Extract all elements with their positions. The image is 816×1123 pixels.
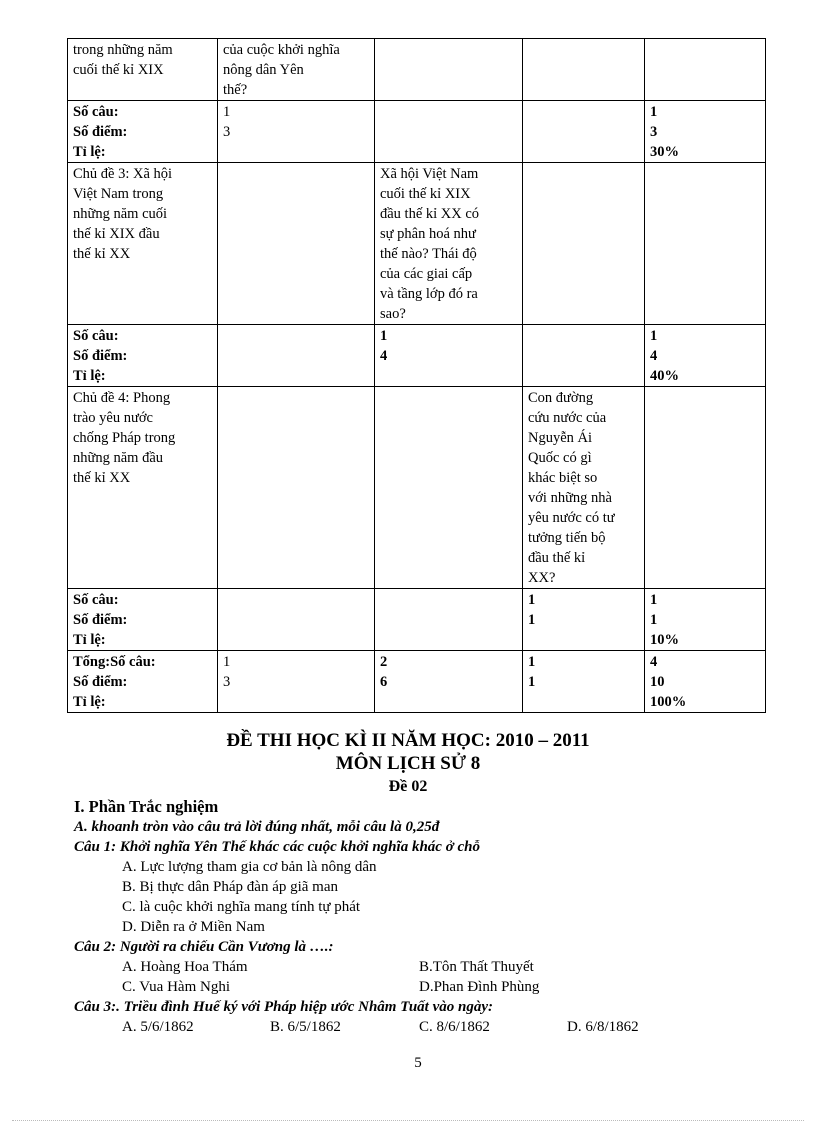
cell-line: Tổng:Số câu:	[73, 654, 156, 670]
table-cell	[68, 651, 218, 713]
cell-line: XX?	[528, 570, 556, 586]
table-cell	[375, 651, 523, 713]
cell-line: sao?	[380, 306, 406, 322]
question-1: Câu 1: Khởi nghĩa Yên Thế khác các cuộc khởi nghĩa khác ở chỗ	[74, 839, 480, 855]
table-cell	[645, 163, 766, 325]
cell-line: 1	[528, 654, 536, 670]
table-cell	[218, 651, 375, 713]
q2-option-d: D.Phan Đình Phùng	[419, 979, 540, 995]
exam-title: ĐỀ THI HỌC KÌ II NĂM HỌC: 2010 – 2011	[226, 730, 590, 751]
table-cell	[645, 39, 766, 101]
cell-line: yêu nước có tư	[528, 510, 615, 526]
cell-line: 1	[380, 328, 388, 344]
page-bottom-divider	[12, 1120, 804, 1121]
cell-line: 4	[380, 348, 388, 364]
table-cell	[645, 589, 766, 651]
cell-line: cuối thế kỉ XIX	[73, 62, 164, 78]
table-cell	[218, 325, 375, 387]
cell-line: Tỉ lệ:	[73, 632, 106, 648]
cell-line: Số câu:	[73, 328, 119, 344]
q3-option-c: C. 8/6/1862	[419, 1019, 490, 1035]
q3-option-d: D. 6/8/1862	[567, 1019, 639, 1035]
cell-line: Số điểm:	[73, 124, 128, 140]
table-cell	[218, 101, 375, 163]
q1-option-a: A. Lực lượng tham gia cơ bản là nông dân	[122, 859, 377, 875]
cell-line: thế?	[223, 82, 248, 98]
stats-row	[68, 651, 766, 713]
q2-option-a: A. Hoàng Hoa Thám	[122, 959, 248, 975]
q2-option-b: B.Tôn Thất Thuyết	[419, 959, 534, 975]
stats-row	[68, 589, 766, 651]
table-cell	[218, 39, 375, 101]
q1-option-c: C. là cuộc khởi nghĩa mang tính tự phát	[122, 899, 361, 915]
cell-line: những năm cuối	[73, 206, 168, 222]
table-cell	[375, 387, 523, 589]
cell-line: 2	[380, 654, 388, 670]
cell-line: trong những năm	[73, 42, 173, 58]
table-cell	[375, 39, 523, 101]
cell-line: 6	[380, 674, 388, 690]
cell-line: Số điểm:	[73, 348, 128, 364]
cell-line: 100%	[650, 694, 687, 710]
cell-line: Nguyễn Ái	[528, 430, 593, 446]
cell-line: Tỉ lệ:	[73, 694, 106, 710]
cell-line: khác biệt so	[528, 470, 598, 486]
cell-line: 4	[650, 654, 658, 670]
cell-line: cứu nước của	[528, 410, 607, 426]
cell-line: Tỉ lệ:	[73, 368, 106, 384]
cell-line: và tầng lớp đó ra	[380, 286, 478, 302]
table-cell	[68, 589, 218, 651]
cell-line: nông dân Yên	[223, 62, 304, 78]
q3-option-a: A. 5/6/1862	[122, 1019, 194, 1035]
table-cell	[645, 101, 766, 163]
cell-line: Con đường	[528, 390, 594, 406]
cell-line: Số điểm:	[73, 674, 128, 690]
cell-line: Số câu:	[73, 104, 119, 120]
exam-subject: MÔN LỊCH SỬ 8	[335, 753, 481, 774]
q1-option-b: B. Bị thực dân Pháp đàn áp giã man	[122, 879, 339, 895]
cell-line: 10%	[650, 632, 679, 648]
topic-row	[68, 163, 766, 325]
cell-line: 1	[650, 612, 658, 628]
cell-line: tưởng tiến bộ	[528, 530, 606, 546]
cell-line: 3	[223, 124, 231, 140]
cell-line: 1	[650, 328, 658, 344]
cell-line: 40%	[650, 368, 679, 384]
cell-line: 1	[528, 592, 536, 608]
question-3: Câu 3:. Triều đình Huế ký với Pháp hiệp ước Nhâm Tuất vào ngày:	[74, 999, 493, 1015]
page-number: 5	[414, 1055, 422, 1071]
table-cell	[523, 589, 645, 651]
cell-line: Tỉ lệ:	[73, 144, 106, 160]
cell-line: chống Pháp trong	[73, 430, 176, 446]
cell-line: của các giai cấp	[380, 266, 473, 282]
table-cell	[523, 325, 645, 387]
cell-line: thế kỉ XIX đầu	[73, 226, 160, 242]
cell-line: những năm đầu	[73, 450, 164, 466]
cell-line: đầu thế kỉ XX có	[380, 206, 480, 222]
cell-line: 1	[528, 674, 536, 690]
table-cell	[218, 589, 375, 651]
cell-line: Chủ đề 4: Phong	[73, 390, 171, 406]
matrix-body	[68, 39, 766, 713]
cell-line: cuối thế kỉ XIX	[380, 186, 471, 202]
cell-line: của cuộc khởi nghĩa	[223, 42, 340, 58]
table-cell	[645, 651, 766, 713]
cell-line: 1	[528, 612, 536, 628]
exam-matrix-table	[67, 38, 766, 713]
cell-line: đầu thế kỉ	[528, 550, 586, 566]
table-cell	[68, 163, 218, 325]
cell-line: 1	[223, 104, 231, 120]
topic-row	[68, 387, 766, 589]
table-cell	[68, 39, 218, 101]
cell-line: với những nhà	[528, 490, 612, 506]
topic-row	[68, 39, 766, 101]
table-cell	[375, 589, 523, 651]
instruction: A. khoanh tròn vào câu trả lời đúng nhất, mỗi câu là 0,25đ	[74, 819, 440, 835]
table-cell	[375, 325, 523, 387]
cell-line: 1	[650, 104, 658, 120]
cell-line: 30%	[650, 144, 679, 160]
table-cell	[645, 387, 766, 589]
table-cell	[68, 387, 218, 589]
table-cell	[68, 101, 218, 163]
stats-row	[68, 101, 766, 163]
cell-line: Việt Nam trong	[73, 186, 164, 202]
cell-line: Xã hội Việt Nam	[380, 166, 479, 182]
cell-line: Chủ đề 3: Xã hội	[73, 166, 173, 182]
table-cell	[375, 163, 523, 325]
cell-line: Số câu:	[73, 592, 119, 608]
exam-code: Đề 02	[388, 778, 428, 795]
cell-line: thế kỉ XX	[73, 246, 131, 262]
table-cell	[523, 39, 645, 101]
cell-line: Số điểm:	[73, 612, 128, 628]
question-2: Câu 2: Người ra chiếu Cần Vương là ….:	[74, 939, 334, 955]
cell-line: Quốc có gì	[528, 450, 592, 466]
q1-option-d: D. Diễn ra ở Miền Nam	[122, 919, 265, 935]
table-cell	[523, 651, 645, 713]
cell-line: thế nào? Thái độ	[380, 246, 477, 262]
table-cell	[218, 163, 375, 325]
table-cell	[645, 325, 766, 387]
section-heading: I. Phần Trắc nghiệm	[74, 797, 219, 816]
table-cell	[523, 163, 645, 325]
table-cell	[523, 387, 645, 589]
cell-line: thế kỉ XX	[73, 470, 131, 486]
q2-option-c: C. Vua Hàm Nghi	[122, 979, 230, 995]
cell-line: 1	[650, 592, 658, 608]
table-cell	[218, 387, 375, 589]
cell-line: 1	[223, 654, 231, 670]
stats-row	[68, 325, 766, 387]
cell-line: 4	[650, 348, 658, 364]
table-cell	[523, 101, 645, 163]
q3-option-b: B. 6/5/1862	[270, 1019, 341, 1035]
cell-line: 3	[223, 674, 231, 690]
table-cell	[68, 325, 218, 387]
table-cell	[375, 101, 523, 163]
cell-line: sự phân hoá như	[380, 226, 476, 242]
cell-line: 3	[650, 124, 658, 140]
cell-line: trào yêu nước	[73, 410, 153, 426]
cell-line: 10	[650, 674, 665, 690]
